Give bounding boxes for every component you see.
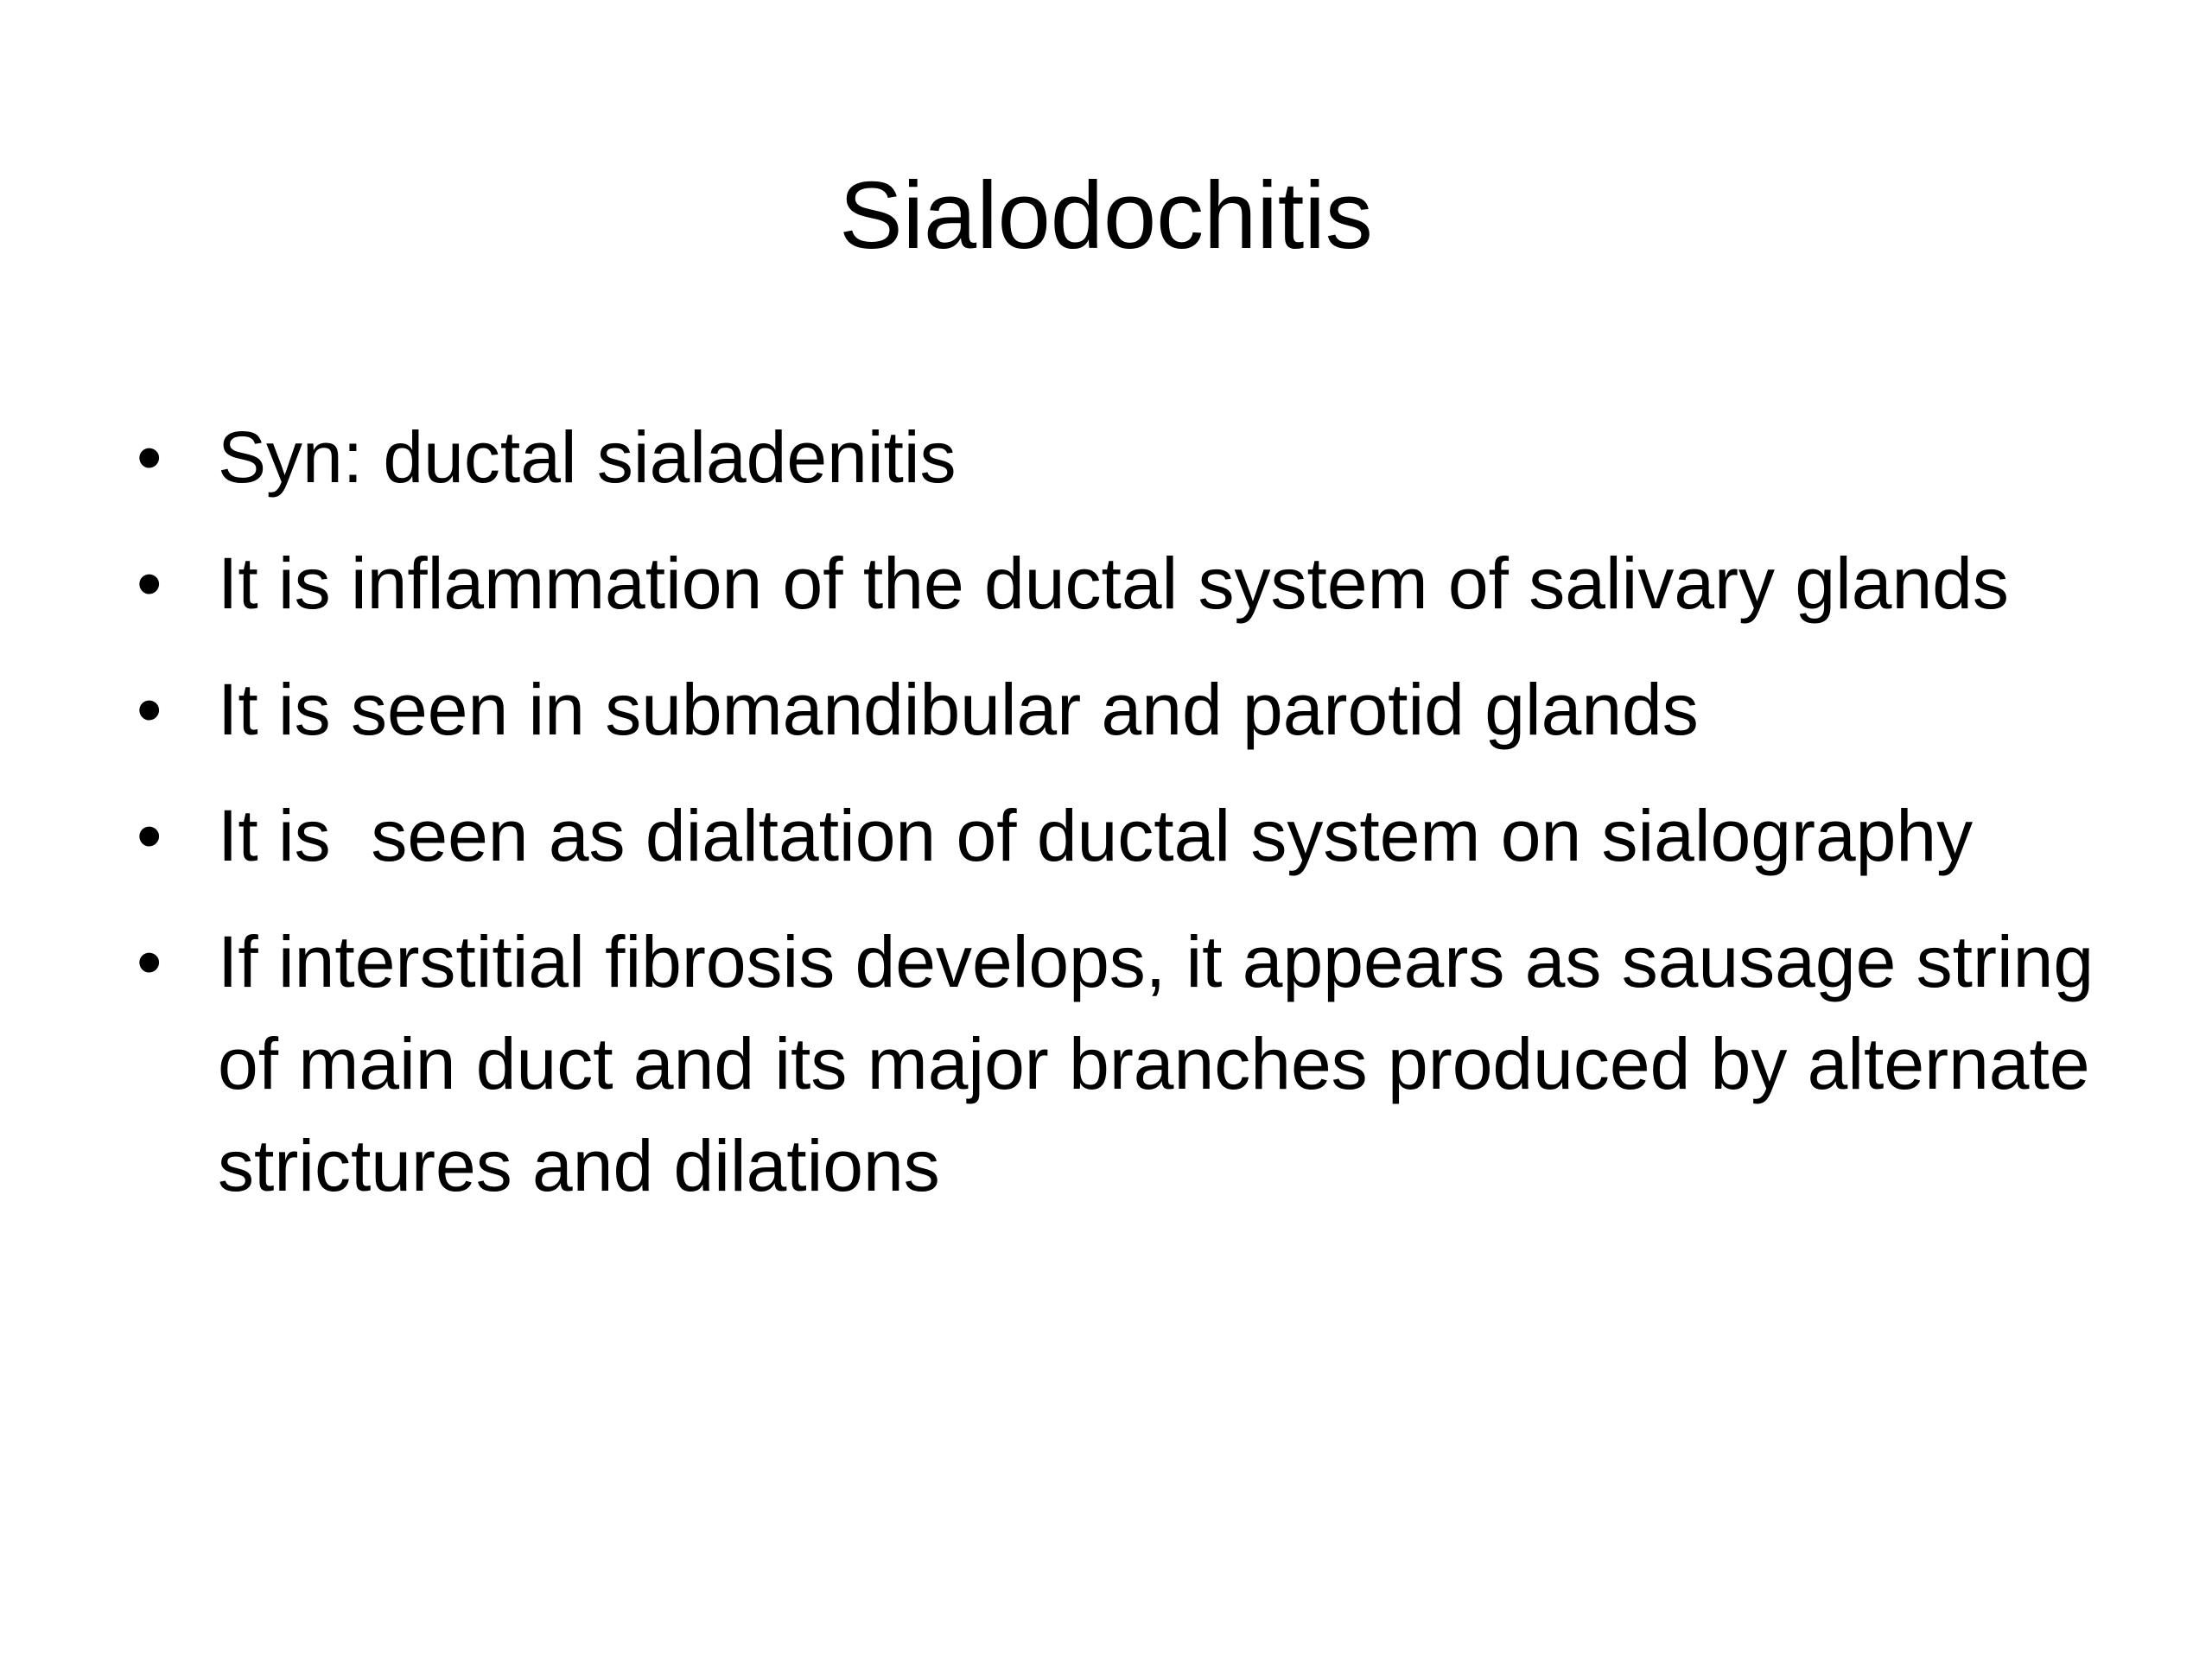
bullet-marker: • [137,416,162,498]
bullet-item [130,785,2134,887]
bullet-item [130,911,2134,1217]
bullet-text: Syn: ductal sialadenitis [218,416,957,498]
bullet-item [130,406,2134,508]
bullet-text: It is inflammation of the ductal system of salivary glands [218,543,2009,624]
bullet-text: It is seen in submandibular and parotid glands [218,669,1699,750]
bullet-item [130,532,2134,634]
bullet-marker: • [137,669,162,750]
bullet-marker: • [137,921,162,1002]
slide-title: Sialodochitis [839,162,1373,269]
bullet-item [130,658,2134,760]
bullet-list [130,406,2134,1241]
bullet-marker: • [137,543,162,624]
bullet-text: If interstitial fibrosis develops, it appears as sausage string of main duct and its major branches produced by alternate strictures and dilations [218,921,2114,1206]
bullet-marker: • [137,795,162,876]
bullet-text: It is seen as dialtation of ductal system on sialography [218,795,1974,876]
